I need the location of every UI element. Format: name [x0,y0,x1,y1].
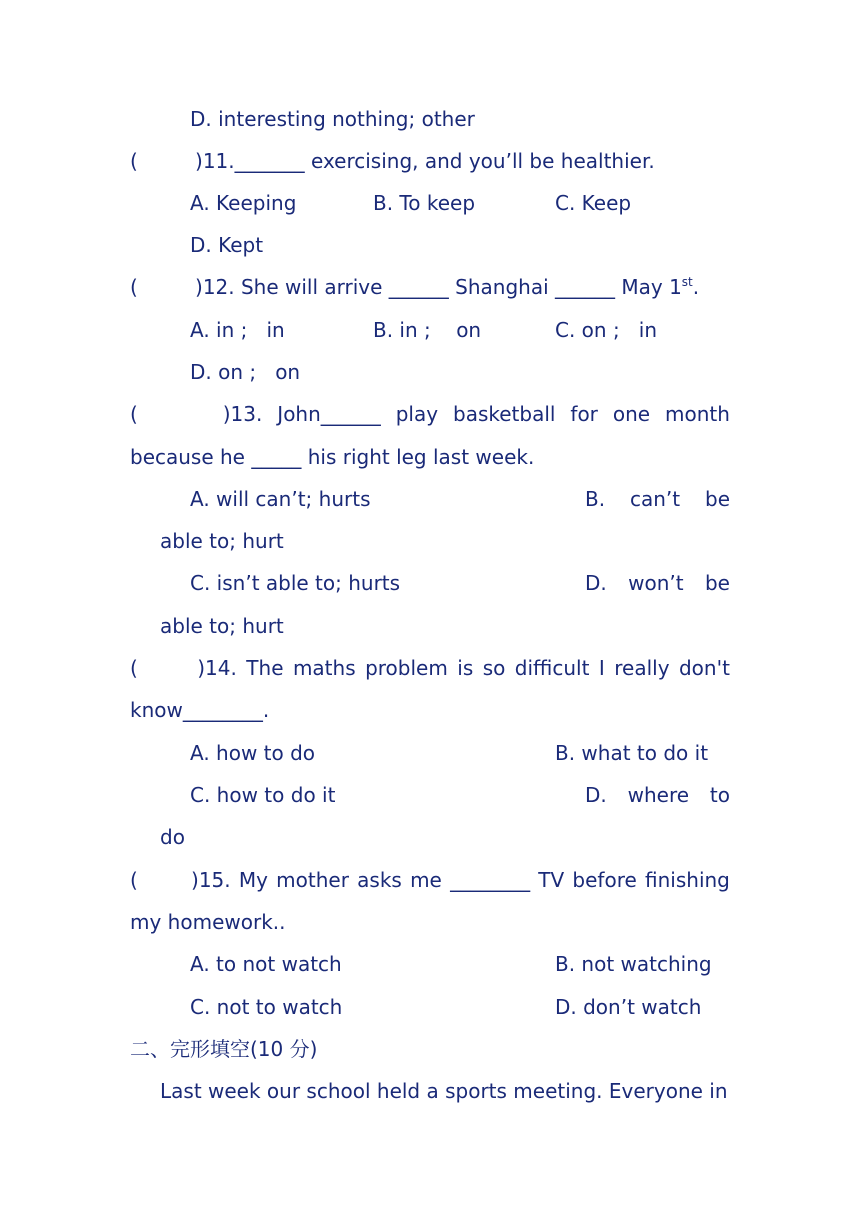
q15-stem-word: me [410,868,442,892]
q15-stem-word: mother [276,868,349,892]
q13-stem-line1 [130,400,730,428]
q14-stem-word: is [457,656,474,680]
q11-option-d: D. Kept [190,233,264,257]
q12-stem-superscript: st [681,275,693,289]
q14-stem-line1 [130,654,730,682]
q12-option-a: A. in ; in [190,318,285,342]
q13-stem-word: for [570,402,598,426]
q13-stem-word: John______ [277,402,381,426]
q14-stem-word: problem [365,656,448,680]
q13-option-b [585,485,730,513]
q14-stem-word: so [482,656,506,680]
q14-option-b: B. what to do it [555,741,709,765]
q14-option-d-word: D. [585,783,607,807]
q15-option-b: B. not watching [555,952,712,976]
q13-stem-word: ( [130,402,138,426]
q15-stem-word: ________ [450,868,531,892]
q11-stem: ( )11._______ exercising, and you’ll be healthier. [130,149,655,173]
q13-option-b-word: be [705,487,730,511]
q11-option-b: B. To keep [373,191,476,215]
q13-option-d-word: be [704,571,730,595]
q11-option-a: A. Keeping [190,191,297,215]
q13-option-b-word: B. [585,487,606,511]
q15-stem-word: finishing [645,868,730,892]
q15-stem-word: ( [130,868,138,892]
q14-stem-word: ( [130,656,138,680]
q15-stem-word: TV [538,868,565,892]
q14-stem-word: The [246,656,284,680]
q14-stem-word: really [614,656,670,680]
q13-option-a: A. will can’t; hurts [190,487,371,511]
q14-option-d-wrap: do [160,825,185,849]
q12-stem-text: ( )12. She will arrive ______ Shanghai ______ May 1 [130,275,682,299]
q14-stem-word: maths [292,656,356,680]
q13-option-d [585,569,730,597]
q13-stem-word: )13. [222,402,263,426]
q15-option-d: D. don’t watch [555,995,702,1019]
q13-stem-word: basketball [453,402,556,426]
q14-option-d-word: to [709,783,730,807]
q12-option-d: D. on ; on [190,360,301,384]
q14-option-d [585,781,730,809]
q15-stem-word: )15. [191,868,231,892]
q13-option-b-wrap: able to; hurt [160,529,284,553]
q12-option-b: B. in ; on [373,318,482,342]
q13-stem-word: one [612,402,651,426]
q14-stem-word: don't [678,656,730,680]
q13-option-d-word: won’t [628,571,684,595]
q15-option-a: A. to not watch [190,952,342,976]
q12-stem [130,273,699,301]
q15-stem-line1 [130,866,730,894]
q14-stem-word: I [598,656,605,680]
q12-stem-period: . [692,275,700,299]
q11-option-c: C. Keep [555,191,632,215]
q14-stem-word: )14. [197,656,237,680]
q15-stem-word: before [572,868,637,892]
q13-option-d-word: D. [585,571,607,595]
q13-option-c: C. isn’t able to; hurts [190,571,401,595]
q13-stem-word: month [665,402,730,426]
q13-stem-word: play [395,402,439,426]
q15-stem-line2: my homework.. [130,910,286,934]
q13-stem-line2: because he _____ his right leg last week. [130,445,535,469]
q13-option-d-wrap: able to; hurt [160,614,284,638]
q15-stem-word: My [238,868,268,892]
q14-option-a: A. how to do [190,741,316,765]
q13-option-b-word: can’t [629,487,681,511]
section-heading: 二、完形填空(10 分) [130,1037,318,1061]
q10-option-d: D. interesting nothing; other [190,107,475,131]
q14-stem-word: difficult [514,656,590,680]
q15-option-c: C. not to watch [190,995,343,1019]
passage-line: Last week our school held a sports meeting. Everyone in [160,1079,728,1103]
q15-stem-word: asks [357,868,402,892]
q14-option-c: C. how to do it [190,783,336,807]
q14-stem-line2: know________. [130,698,270,722]
q14-option-d-word: where [627,783,690,807]
q12-option-c: C. on ; in [555,318,657,342]
